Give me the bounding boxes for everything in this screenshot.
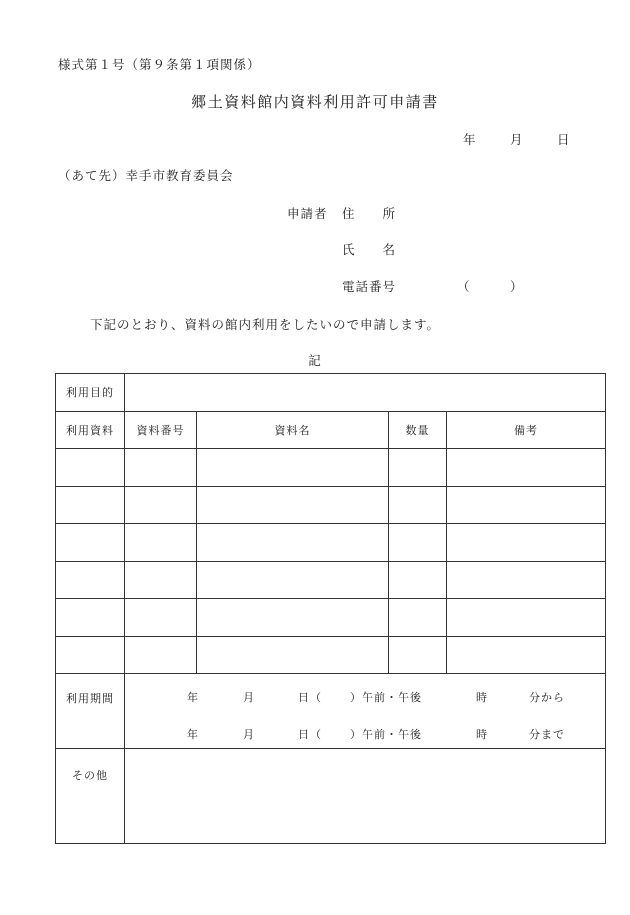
remarks-field[interactable] — [447, 636, 606, 674]
material-name-field[interactable] — [197, 524, 389, 562]
period-row — [56, 674, 606, 749]
phone-paren-close: ） — [510, 279, 524, 294]
applicant-label: 申請者 — [287, 206, 328, 221]
material-name-field[interactable] — [197, 636, 389, 674]
date-year: 年 — [463, 132, 477, 147]
material-number-field[interactable] — [125, 561, 197, 599]
material-number-field[interactable] — [125, 636, 197, 674]
remarks-field[interactable] — [447, 524, 606, 562]
applicant-phone-label: 電話番号 — [342, 279, 397, 294]
period-to-year: 年 — [187, 728, 199, 741]
column-header-number: 資料番号 — [125, 411, 197, 449]
phone-paren-open: （ — [457, 279, 471, 294]
purpose-row — [56, 374, 606, 412]
material-number-field[interactable] — [125, 486, 197, 524]
other-field[interactable] — [125, 749, 606, 844]
table-row — [56, 524, 606, 562]
column-header-name: 資料名 — [197, 411, 389, 449]
blank-cell — [56, 449, 125, 487]
period-to-month: 月 — [243, 728, 255, 741]
remarks-field[interactable] — [447, 599, 606, 637]
table-row — [56, 636, 606, 674]
column-header-remarks: 備考 — [447, 411, 606, 449]
period-to-hour: 時 — [476, 728, 488, 741]
table-row — [56, 449, 606, 487]
material-number-field[interactable] — [125, 449, 197, 487]
body-text: 下記のとおり、資料の館内利用をしたいので申請します。 — [90, 317, 441, 332]
table-row — [56, 561, 606, 599]
applicant-name-label: 氏 名 — [342, 242, 397, 257]
material-number-field[interactable] — [125, 599, 197, 637]
period-label: 利用期間 — [56, 674, 125, 749]
page-title: 郷土資料館内資料利用許可申請書 — [191, 93, 439, 111]
date-month: 月 — [510, 132, 524, 147]
table-row — [56, 486, 606, 524]
other-row — [56, 749, 606, 844]
quantity-field[interactable] — [389, 561, 447, 599]
material-name-field[interactable] — [197, 599, 389, 637]
quantity-field[interactable] — [389, 636, 447, 674]
ki-heading: 記 — [308, 353, 322, 368]
other-label: その他 — [56, 749, 125, 844]
purpose-label: 利用目的 — [56, 374, 125, 412]
period-from-day: 日（ — [298, 691, 322, 704]
period-field[interactable] — [125, 674, 606, 749]
blank-cell — [56, 561, 125, 599]
quantity-field[interactable] — [389, 524, 447, 562]
period-from-year: 年 — [187, 691, 199, 704]
materials-header-row — [56, 411, 606, 449]
period-from-ampm: ）午前・午後 — [350, 691, 422, 704]
period-from-hour: 時 — [476, 691, 488, 704]
blank-cell — [56, 486, 125, 524]
column-header-quantity: 数量 — [389, 411, 447, 449]
table-row — [56, 599, 606, 637]
period-to-line — [125, 726, 605, 742]
period-from-minute: 分から — [529, 691, 565, 704]
remarks-field[interactable] — [447, 486, 606, 524]
purpose-field[interactable] — [125, 374, 606, 412]
blank-cell — [56, 599, 125, 637]
period-from-month: 月 — [243, 691, 255, 704]
period-to-day: 日（ — [298, 728, 322, 741]
period-to-ampm: ）午前・午後 — [350, 728, 422, 741]
material-name-field[interactable] — [197, 486, 389, 524]
remarks-field[interactable] — [447, 561, 606, 599]
quantity-field[interactable] — [389, 599, 447, 637]
blank-cell — [56, 524, 125, 562]
blank-cell — [56, 636, 125, 674]
period-from-line — [125, 689, 605, 705]
quantity-field[interactable] — [389, 486, 447, 524]
addressee: （あて先）幸手市教育委員会 — [58, 168, 234, 183]
form-number: 様式第１号（第９条第１項関係） — [58, 57, 261, 72]
application-table — [55, 373, 606, 844]
material-name-field[interactable] — [197, 449, 389, 487]
material-name-field[interactable] — [197, 561, 389, 599]
date-day: 日 — [557, 132, 571, 147]
period-to-minute: 分まで — [529, 728, 565, 741]
applicant-address-label: 住 所 — [342, 206, 397, 221]
material-number-field[interactable] — [125, 524, 197, 562]
remarks-field[interactable] — [447, 449, 606, 487]
quantity-field[interactable] — [389, 449, 447, 487]
materials-label: 利用資料 — [56, 411, 125, 449]
